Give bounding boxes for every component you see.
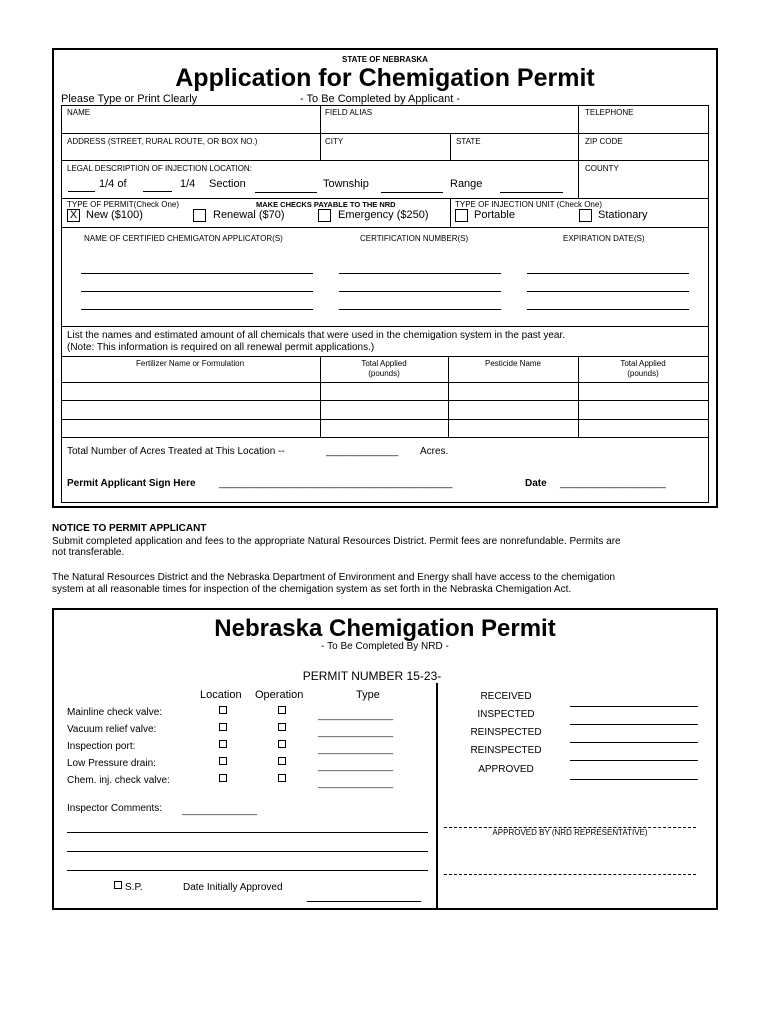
vacuum-location-checkbox[interactable] <box>219 723 227 731</box>
city-label: CITY <box>325 137 344 146</box>
chem-inj-operation-checkbox[interactable] <box>278 774 286 782</box>
state-label: STATE <box>456 137 481 146</box>
expiration-line-3[interactable] <box>527 309 689 310</box>
applicant-sign-label: Permit Applicant Sign Here <box>67 478 196 489</box>
comments-line-2[interactable] <box>67 851 428 852</box>
applicator-name-line-3[interactable] <box>81 309 313 310</box>
address-label: ADDRESS (STREET, RURAL ROUTE, OR BOX NO.) <box>67 137 258 146</box>
date-initially-approved-line[interactable] <box>307 901 421 902</box>
telephone-label: TELEPHONE <box>585 108 634 117</box>
chemicals-instruction: List the names and estimated amount of all chemicals that were used in the chemigation system in the past year. <box>67 330 566 341</box>
reinspected-label-1: REINSPECTED <box>470 727 542 738</box>
zip-label: ZIP CODE <box>585 137 623 146</box>
received-label: RECEIVED <box>480 691 532 702</box>
township-blank[interactable] <box>381 192 443 193</box>
name-label: NAME <box>67 108 91 117</box>
new-permit-label: New ($100) <box>86 209 143 221</box>
sp-checkbox[interactable] <box>114 881 122 889</box>
sign-date-label: Date <box>525 478 547 489</box>
approved-by-label: APPROVED BY (NRD REPRESENTATIVE) <box>492 828 648 837</box>
type-header: Type <box>356 689 380 701</box>
location-header: Location <box>200 689 242 701</box>
section-label: Section <box>209 178 246 190</box>
chem-inj-type-blank[interactable]: _______________ <box>318 778 394 788</box>
permit-type-label: TYPE OF PERMIT(Check One) <box>67 200 180 209</box>
inspector-comments-blank[interactable]: _______________ <box>182 805 258 815</box>
section-blank[interactable] <box>255 192 317 193</box>
pesticide-total-header: Total Applied <box>620 359 666 368</box>
portable-checkbox[interactable] <box>455 209 468 222</box>
low-pressure-location-checkbox[interactable] <box>219 757 227 765</box>
certification-line-1[interactable] <box>339 273 501 274</box>
stationary-label: Stationary <box>598 209 648 221</box>
emergency-permit-label: Emergency ($250) <box>338 209 429 221</box>
portable-label: Portable <box>474 209 515 221</box>
expiration-line-1[interactable] <box>527 273 689 274</box>
comments-line-3[interactable] <box>67 870 428 871</box>
chem-inj-location-checkbox[interactable] <box>219 774 227 782</box>
quarter-blank[interactable] <box>143 191 172 192</box>
notice-title: NOTICE TO PERMIT APPLICANT <box>52 523 207 534</box>
fertilizer-name-header: Fertilizer Name or Formulation <box>135 359 245 368</box>
acres-label: Total Number of Acres Treated at This Location -- <box>67 446 285 457</box>
emergency-permit-checkbox[interactable] <box>318 209 331 222</box>
injection-unit-label: TYPE OF INJECTION UNIT (Check One) <box>455 200 602 209</box>
applicator-name-header: NAME OF CERTIFIED CHEMIGATON APPLICATOR(S) <box>84 234 283 243</box>
inspection-port-type-blank[interactable]: _______________ <box>318 744 394 754</box>
new-permit-checkbox[interactable]: X <box>67 209 80 222</box>
acres-blank[interactable]: _____________ <box>326 446 399 457</box>
comments-line-1[interactable] <box>67 832 428 833</box>
inspected-label: INSPECTED <box>477 709 535 720</box>
low-pressure-type-blank[interactable]: _______________ <box>318 761 394 771</box>
inspection-port-location-checkbox[interactable] <box>219 740 227 748</box>
application-title: Application for Chemigation Permit <box>175 64 595 92</box>
permit-completed-by: - To Be Completed By NRD - <box>321 641 449 652</box>
fertilizer-units: (pounds) <box>368 369 400 378</box>
checks-payable-note: MAKE CHECKS PAYABLE TO THE NRD <box>256 200 396 209</box>
reinspected-line-2[interactable] <box>570 760 698 761</box>
inspector-comments-label: Inspector Comments: <box>67 803 163 814</box>
pesticide-name-header: Pesticide Name <box>484 359 542 368</box>
state-header: STATE OF NEBRASKA <box>342 55 428 64</box>
chem-inj-check-valve-label: Chem. inj. check valve: <box>67 775 170 786</box>
print-note: Please Type or Print Clearly <box>61 93 198 105</box>
quarter-of-blank[interactable] <box>68 191 95 192</box>
certification-number-header: CERTIFICATION NUMBER(S) <box>360 234 469 243</box>
vacuum-operation-checkbox[interactable] <box>278 723 286 731</box>
applicator-name-line-1[interactable] <box>81 273 313 274</box>
inspection-port-label: Inspection port: <box>67 741 136 752</box>
renewal-permit-checkbox[interactable] <box>193 209 206 222</box>
approved-label: APPROVED <box>478 764 534 775</box>
applicator-name-line-2[interactable] <box>81 291 313 292</box>
renewal-permit-label: Renewal ($70) <box>213 209 285 221</box>
reinspected-label-2: REINSPECTED <box>470 745 542 756</box>
chemicals-note: (Note: This information is required on all renewal permit applications.) <box>67 342 375 353</box>
pesticide-units: (pounds) <box>627 369 659 378</box>
range-blank[interactable] <box>500 192 563 193</box>
reinspected-line-1[interactable] <box>570 742 698 743</box>
notice-para2-line2: system at all reasonable times for inspection of the chemigation system as set forth in the Nebraska Chemigation Act. <box>52 584 572 595</box>
quarter-of-label: 1/4 of <box>99 178 127 190</box>
fertilizer-total-header: Total Applied <box>361 359 407 368</box>
inspected-line[interactable] <box>570 724 698 725</box>
low-pressure-operation-checkbox[interactable] <box>278 757 286 765</box>
mainline-operation-checkbox[interactable] <box>278 706 286 714</box>
operation-header: Operation <box>255 689 304 701</box>
mainline-location-checkbox[interactable] <box>219 706 227 714</box>
sp-label: S.P. <box>125 882 143 893</box>
certification-line-3[interactable] <box>339 309 501 310</box>
quarter-label: 1/4 <box>180 178 196 190</box>
mainline-type-blank[interactable]: _______________ <box>318 710 394 720</box>
vacuum-type-blank[interactable]: _______________ <box>318 727 394 737</box>
expiration-line-2[interactable] <box>527 291 689 292</box>
mainline-check-valve-label: Mainline check valve: <box>67 707 163 718</box>
inspection-port-operation-checkbox[interactable] <box>278 740 286 748</box>
acres-unit: Acres. <box>420 446 449 457</box>
approved-date-line[interactable] <box>444 874 696 875</box>
township-label: Township <box>323 178 369 190</box>
legal-description-label: LEGAL DESCRIPTION OF INJECTION LOCATION: <box>67 164 252 173</box>
notice-para1-line2: not transferable. <box>52 547 125 558</box>
approved-line[interactable] <box>570 779 698 780</box>
permit-title: Nebraska Chemigation Permit <box>214 615 556 642</box>
applicant-signature-line[interactable]: __________________________________________ <box>219 478 453 489</box>
completed-by-applicant: - To Be Completed by Applicant - <box>300 93 460 105</box>
vacuum-relief-valve-label: Vacuum relief valve: <box>67 724 157 735</box>
received-line[interactable] <box>570 706 698 707</box>
date-initially-approved-label: Date Initially Approved <box>183 882 283 893</box>
stationary-checkbox[interactable] <box>579 209 592 222</box>
notice-para1-line1: Submit completed application and fees to the appropriate Natural Resources District. Permit fees are nonrefundable. Permits are <box>52 536 621 547</box>
certification-line-2[interactable] <box>339 291 501 292</box>
range-label: Range <box>450 178 483 190</box>
expiration-date-header: EXPIRATION DATE(S) <box>563 234 645 243</box>
field-alias-label: FIELD ALIAS <box>325 108 373 117</box>
low-pressure-drain-label: Low Pressure drain: <box>67 758 156 769</box>
sign-date-line[interactable]: ___________________ <box>560 478 666 489</box>
notice-para2-line1: The Natural Resources District and the Nebraska Department of Environment and Energy shall have access to the chemigation <box>52 572 616 583</box>
permit-number-label: PERMIT NUMBER 15-23- <box>302 669 442 683</box>
county-label: COUNTY <box>585 164 619 173</box>
